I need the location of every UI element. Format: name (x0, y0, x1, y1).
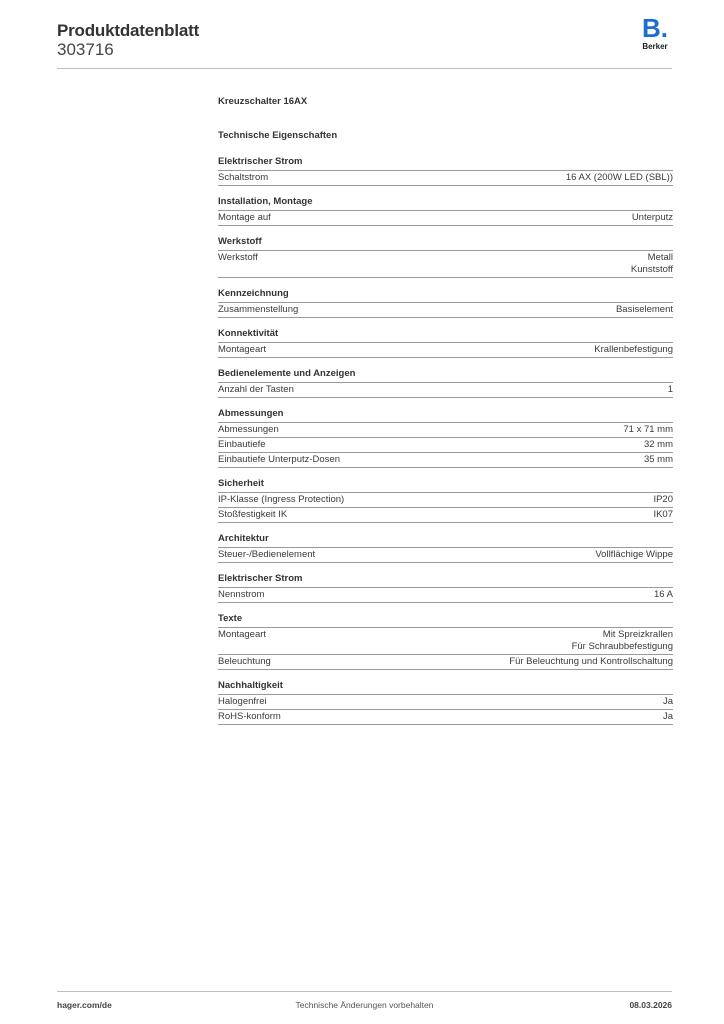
property-group (218, 156, 673, 186)
property-value (653, 494, 673, 506)
property-group (218, 573, 673, 603)
property-row (218, 423, 673, 438)
property-value-line: 35 mm (643, 454, 673, 465)
group-title: Sicherheit (218, 478, 673, 493)
property-value (572, 629, 673, 653)
property-value-line: Basiselement (615, 304, 673, 315)
property-group (218, 236, 673, 278)
property-row (218, 548, 673, 563)
datasheet-content (218, 96, 673, 735)
property-value (623, 424, 673, 436)
property-label: Montageart (218, 344, 267, 355)
property-value (566, 172, 673, 184)
property-label: Abmessungen (218, 424, 279, 435)
group-title: Texte (218, 613, 673, 628)
property-value (631, 252, 673, 276)
property-value-line: Kunststoff (630, 264, 673, 275)
product-number: 303716 (57, 40, 114, 59)
group-title: Architektur (218, 533, 673, 548)
property-label: Montageart (218, 629, 267, 640)
group-title: Elektrischer Strom (218, 156, 673, 171)
property-row (218, 438, 673, 453)
property-value-line: IK07 (653, 509, 673, 520)
property-label: IP-Klasse (Ingress Protection) (218, 494, 345, 505)
property-row (218, 655, 673, 670)
property-group (218, 196, 673, 226)
section-heading: Technische Eigenschaften (218, 130, 338, 141)
property-value (644, 454, 673, 466)
property-group (218, 533, 673, 563)
property-group (218, 408, 673, 468)
property-label: Einbautiefe Unterputz-Dosen (218, 454, 340, 465)
property-row (218, 628, 673, 655)
property-value (654, 589, 673, 601)
property-value (644, 439, 673, 451)
property-group (218, 288, 673, 318)
property-value (632, 212, 673, 224)
property-value (653, 509, 673, 521)
property-label: Montage auf (218, 212, 271, 223)
group-title: Werkstoff (218, 236, 673, 251)
property-value (663, 696, 673, 708)
property-label: Halogenfrei (218, 696, 267, 707)
property-value-line: Krallenbefestigung (594, 344, 673, 355)
property-row (218, 588, 673, 603)
property-label: Nennstrom (218, 589, 265, 600)
document-title: Produktdatenblatt (57, 21, 200, 40)
footer-website: hager.com/de (57, 1000, 112, 1010)
property-value-line: Ja (662, 696, 673, 707)
property-row (218, 710, 673, 725)
property-row (218, 383, 673, 398)
property-row (218, 453, 673, 468)
property-value-line: 16 AX (200W LED (SBL)) (565, 172, 673, 183)
property-value-line: IP20 (653, 494, 673, 505)
property-groups (218, 156, 673, 725)
property-row (218, 211, 673, 226)
property-value-line: Unterputz (631, 212, 673, 223)
property-value (509, 656, 673, 668)
property-row (218, 251, 673, 278)
property-row (218, 303, 673, 318)
property-row (218, 508, 673, 523)
property-label: Werkstoff (218, 252, 258, 263)
property-value-line: Vollflächige Wippe (595, 549, 673, 560)
property-group (218, 680, 673, 725)
property-label: Anzahl der Tasten (218, 384, 294, 395)
property-row (218, 171, 673, 186)
footer-notice: Technische Änderungen vorbehalten (295, 1000, 434, 1010)
property-value-line: Für Beleuchtung und Kontrollschaltung (509, 656, 673, 667)
property-label: RoHS-konform (218, 711, 281, 722)
property-value-line: Ja (662, 711, 673, 722)
group-title: Bedienelemente und Anzeigen (218, 368, 673, 383)
group-title: Installation, Montage (218, 196, 673, 211)
property-row (218, 695, 673, 710)
page-footer (57, 991, 672, 1016)
property-row (218, 343, 673, 358)
property-label: Beleuchtung (218, 656, 271, 667)
property-group (218, 368, 673, 398)
property-label: Stoßfestigkeit IK (218, 509, 288, 520)
property-label: Zusammenstellung (218, 304, 299, 315)
group-title: Abmessungen (218, 408, 673, 423)
property-value-line: 32 mm (643, 439, 673, 450)
property-group (218, 478, 673, 523)
property-label: Einbautiefe (218, 439, 266, 450)
page-header (57, 16, 672, 69)
group-title: Nachhaltigkeit (218, 680, 673, 695)
property-value-line: Metall (647, 252, 673, 263)
property-value (663, 711, 673, 723)
property-label: Schaltstrom (218, 172, 269, 183)
property-value (616, 304, 673, 316)
property-row (218, 493, 673, 508)
group-title: Konnektivität (218, 328, 673, 343)
property-group (218, 328, 673, 358)
property-group (218, 613, 673, 670)
property-value-line: 1 (667, 384, 673, 395)
product-name: Kreuzschalter 16AX (218, 96, 308, 107)
property-value (668, 384, 673, 396)
group-title: Kennzeichnung (218, 288, 673, 303)
footer-date: 08.03.2026 (629, 1000, 672, 1010)
property-value-line: 71 x 71 mm (623, 424, 673, 435)
property-value-line: Für Schraubbefestigung (571, 641, 673, 652)
group-title: Elektrischer Strom (218, 573, 673, 588)
property-value (594, 344, 673, 356)
property-value-line: 16 A (653, 589, 673, 600)
property-value (595, 549, 673, 561)
logo-text: Berker (642, 42, 668, 51)
property-value-line: Mit Spreizkrallen (602, 629, 673, 640)
property-label: Steuer-/Bedienelement (218, 549, 316, 560)
logo-mark: B. (642, 16, 668, 40)
